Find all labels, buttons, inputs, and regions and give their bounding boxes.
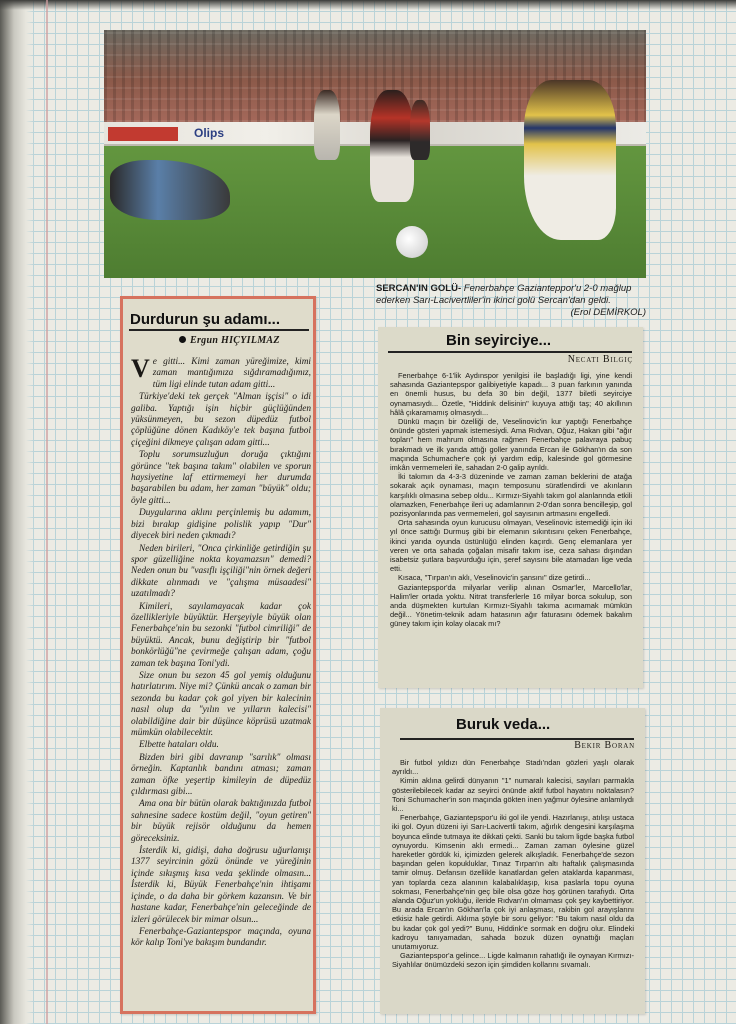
top-shadow bbox=[0, 0, 736, 10]
article-paragraph: İsterdik ki, gidişi, daha doğrusu uğurlanışı 1377 seyircinin gözü önünde ve yüreğinin içinde sıkışmış kısa veda şeklinde olmasın... İsterdik ki, Büyük Fenerbahçe'nin ihtişamı içinde, o da daha bir görkem kazansın. Ve bir hastane kadar, Fenerbahçe'nin geleceğinde de izleri görülecek bir mimar olsun... bbox=[131, 846, 311, 925]
article-body bbox=[392, 758, 634, 1010]
title-rule bbox=[388, 351, 632, 353]
article-paragraph: Kısaca, "Tırpan'ın aklı, Veselinovic'in şansını" dize getirdi... bbox=[398, 573, 591, 583]
article-title: Bin seyirciye... bbox=[446, 332, 552, 349]
article-body bbox=[131, 357, 311, 1009]
article-paragraph: Elbette hataları oldu. bbox=[139, 740, 219, 751]
article-paragraph: Gaziantepspor'a gelince... Ligde kalmanın rahatlığı ile oynayan Kırmızı-Siyahlılar önümüzdeki sezon için şimdiden kollarını sıvamalı. bbox=[392, 951, 634, 970]
article-paragraph: Orta sahasında oyun kurucusu olmayan, Veselinovic istemediği için iki yıl önce sattığı Durmuş gibi bir elemanın sıkıntısını çeken Fenerbahçe, ikinci yarıda oyunda üstünlüğü elinden kaçırdı. Genç elemanlara yer veren ve orta sahada çoğalan misafir takım ise, ceza sahası dışından isabetsiz şutlara başvurduğu için, şeref sayısını bile atamadan lige veda etti. bbox=[390, 518, 632, 574]
article-paragraph: Bizden biri gibi davranıp "sarılık" olması örneğin. Kaptanlık bandını atması; zaman zaman öfke yeşertip kimileyin de düpedüz çıldırması gibi... bbox=[131, 752, 311, 798]
byline-author: Ergun HIÇYILMAZ bbox=[190, 335, 280, 346]
article-paragraph: Kimileri, sayılamayacak kadar çok özellikleriyle büyüktür. Herşeyiyle büyük olan Fenerbahçe'nin bu sezonki "futbol cimriliği" de büyüktü. Ancak, bunu değiştirip bir "futbol bonkörlüğü"ne çevirmeğe çalışan adam, çoğu zaman tek başına Toni'ydi. bbox=[131, 601, 311, 669]
article-bin-seyirciye bbox=[378, 327, 643, 688]
background-player-figure bbox=[314, 90, 340, 160]
article-paragraph: Fenerbahçe 6-1'lik Aydınspor yenilgisi ile başladığı ligi, yine kendi sahasında Gaziantepspor galibiyetiyle kapadı... 3 puan farkının yanında en önemli husus, bu defa 30 bin değil, 1377 biletli seyirciye oynamasıydı... Özetle, "Hiddink delisinin" kuyuya attığı taş; 40 akıllının hâlâ çıkaramamış olmasıydı... bbox=[390, 371, 632, 417]
article-paragraph: Toplu sorumsuzluğun doruğa çıktığını görünce "tek başına takım" olabilen ve sporun haysiyetine laf ettirmemeyi her durumda başarabilen bu adam, her zaman "büyük" oldu; öyle gitti... bbox=[131, 450, 311, 506]
album-binding bbox=[0, 0, 34, 1024]
background-player-figure-2 bbox=[410, 100, 430, 160]
photo-caption bbox=[376, 283, 646, 319]
article-title: Durdurun şu adamı... bbox=[130, 311, 281, 328]
caption-lead: SERCAN'IN GOLÜ- bbox=[376, 283, 462, 294]
article-paragraph: Bir futbol yıldızı dün Fenerbahçe Stadı'ndan gözleri yaşlı olarak ayrıldı... bbox=[392, 758, 634, 777]
article-paragraph: Fenerbahçe, Gaziantepspor'u iki gol ile yendi. Hazırlanışı, atılışı ustaca iki gol. Oyun düzeni iyi Sarı-Lacivertli takım, ağırlık dengesini karşılaşma boyunca elinde tutmaya ite dikkati çekti. Sanki bu takım ligde başka futbol oynuyordu. Kimsenin aklı ermedi... Zaman zaman öylesine güzel hareketler gördük ki, içimizden gelerek alkışladık. Fenerbahçe'de sezon başından gelen kopukluklar, Tınaz Tırpan'ın altı haftalık çalışmasında tamir olmuş. Defansın özellikle kanatlardan gelen ataklarda kapanması, yan toplarda ceza alanının kalabalıklaşıp, kısa paslarla topu oyuna sokması, Fenerbahçe'nin geç bile olsa göze hoş görünen tarafıydı. Orta alanda Oğuz'un yokluğu, ileride Rıdvan'ın olmaması çok şey kaybettiriyor. Bu arada Ercan'ın Gökhan'la çok iyi anlaşması, rakibin gol arayışlarını etkisiz hale getirdi. Aklıma şöyle bir soru geliyor: "Bu takım nasıl oldu da bu kadar çok gol yedi?" Bunu, Hiddink'e sormak en doğru olur. Elindeki kadroyu tanıyamadan, sahada bozuk düzen oynattığı maçları unutamıyoruz. bbox=[392, 813, 634, 952]
red-ad-board bbox=[108, 127, 178, 141]
football-ball bbox=[396, 226, 428, 258]
match-photo bbox=[104, 30, 646, 278]
bullet-icon bbox=[179, 336, 186, 343]
article-paragraph: Size onun bu sezon 45 gol yemiş olduğunu hatırlatırım. Niye mi? Çünkü ancak o zaman bir sezonda bu kadar çok gol yiyen bir kalecinin nasıl olup da "yılın ve yılların kalecisi" olabildiğine dair bir düşünce köprüsü uzatmak mümkün olabilecektir. bbox=[131, 670, 311, 738]
article-byline bbox=[179, 335, 280, 346]
article-paragraph: Dünkü maçın bir özelliği de, Veselinovic'in kur yaptığı Fenerbahçe önünde gösteri yapmak istemesiydi. Ama Rıdvan, Oğuz, Hakan gibi "ağır topları" hem mahrum olmasına rağmen Fenerbahçe palavraya pabuç bırakmadı ve ilk yarıda attığı goller yanında Ercan ile Gökhan'ın da son maçında Schumacher'e çok iyi yardım edip, kalesinde gol görmesine imkân vermemeleri ile, sahadan 2-0 galip ayrıldı. bbox=[390, 417, 632, 473]
player-red-black-figure bbox=[370, 90, 414, 202]
caption-author: (Erol DEMİRKOL) bbox=[570, 307, 646, 318]
page-margin-line bbox=[46, 0, 48, 1024]
article-paragraph: Ve gitti... Kimi zaman yüreğimize, kimi zaman mantığımıza sığdıramadığımız, tüm ligi elinde tutan adam gitti... bbox=[131, 357, 311, 390]
article-paragraph: Gaziantepspor'da milyarlar verilip alınan Osmar'ler, Marcello'lar, Halim'ler ortada yoktu. Nitrat transferlerle 16 milyar borca sokulup, son anda düşmekten kurtulan Kırmızı-Siyahlı takıma acımamak mümkün değil... Yönetim-teknik adam hatasının ağır faturasını ödemek bakalım güney takım için kolay olacak mı? bbox=[390, 582, 632, 629]
drop-cap: V bbox=[131, 357, 150, 383]
ad-board-text: Olips bbox=[194, 126, 225, 140]
player-yellow-blue-figure bbox=[524, 80, 616, 240]
article-durdurun bbox=[120, 296, 316, 1014]
article-byline: Bekir Boran bbox=[574, 740, 635, 751]
title-rule bbox=[129, 329, 309, 331]
article-byline: Necati Bilgiç bbox=[567, 354, 633, 365]
article-paragraph: Türkiye'deki tek gerçek "Alman işçisi" o idi galiba. Yaptığı işin hiçbir güçlüğünden yüksünmeyen, bu sezon düpedüz futbol çöplüğüne dönen Kadıköy'e tek başına futbol çiçeğini dikmeye çalışan adam gitti... bbox=[131, 392, 311, 448]
article-title: Buruk veda... bbox=[456, 716, 551, 733]
article-paragraph: Duygularına aklını perçinlemiş bu adamım, bizi bırakıp gidişine polislik yapıp "Dur" diyecek biri neden çıkmadı? bbox=[131, 508, 311, 542]
article-body bbox=[390, 371, 632, 683]
article-buruk-veda bbox=[380, 708, 645, 1014]
article-paragraph: İki takımın da 4-3-3 düzeninde ve zaman zaman beklerini de atağa sokarak açık oynaması, maçın temposunu süratlendirdi ve akınların karşılıklı olmasına sebep oldu... Kırmızı-Siyahlı takım gol alanlarında etkili olamazken, Fenerbahçe ileri uç adamlarının 2-0'dan sonra bencilleşip, gol pozisyonlarında pas vermemeleri, gol sayısının artmasını engelledi. bbox=[390, 472, 632, 519]
article-paragraph: Kimin aklına gelirdi dünyanın "1" numaralı kalecisi, sayıları parmakla gösterilebilecek kadar az seyirci önünde aktif futbol hayatını noktalasın? Toni Schumacher'in son maçında gökten inen yağmur öylesine anlamlıydı ki... bbox=[392, 776, 634, 814]
article-paragraph: Ama ona bir bütün olarak baktığınızda futbol sahnesine sadece kostüm değil, "oyun getiren" bir büyük rejisör olduğunu da hemen göreceksiniz. bbox=[131, 799, 311, 844]
article-paragraph: Neden birileri, "Onca çirkinliğe getirdiğin şu spor güzelliğine nokta koyamazsın" demedi? Neden onun bu "vasıflı işçiliği"nin örnek değeri dikkate alınmadı ve "çalışma müsaadesi" uzatılmadı? bbox=[131, 543, 311, 600]
article-paragraph: Fenerbahçe-Gaziantepspor maçında, oyuna kör kalıp Toni'ye bakışım bundandır. bbox=[131, 926, 311, 949]
caption-text: Fenerbahçe Gazianteppor'u 2-0 mağlup ederken Sarı-Lacivertliler'in ikinci golü Sercan'dan geldi. bbox=[376, 283, 632, 306]
